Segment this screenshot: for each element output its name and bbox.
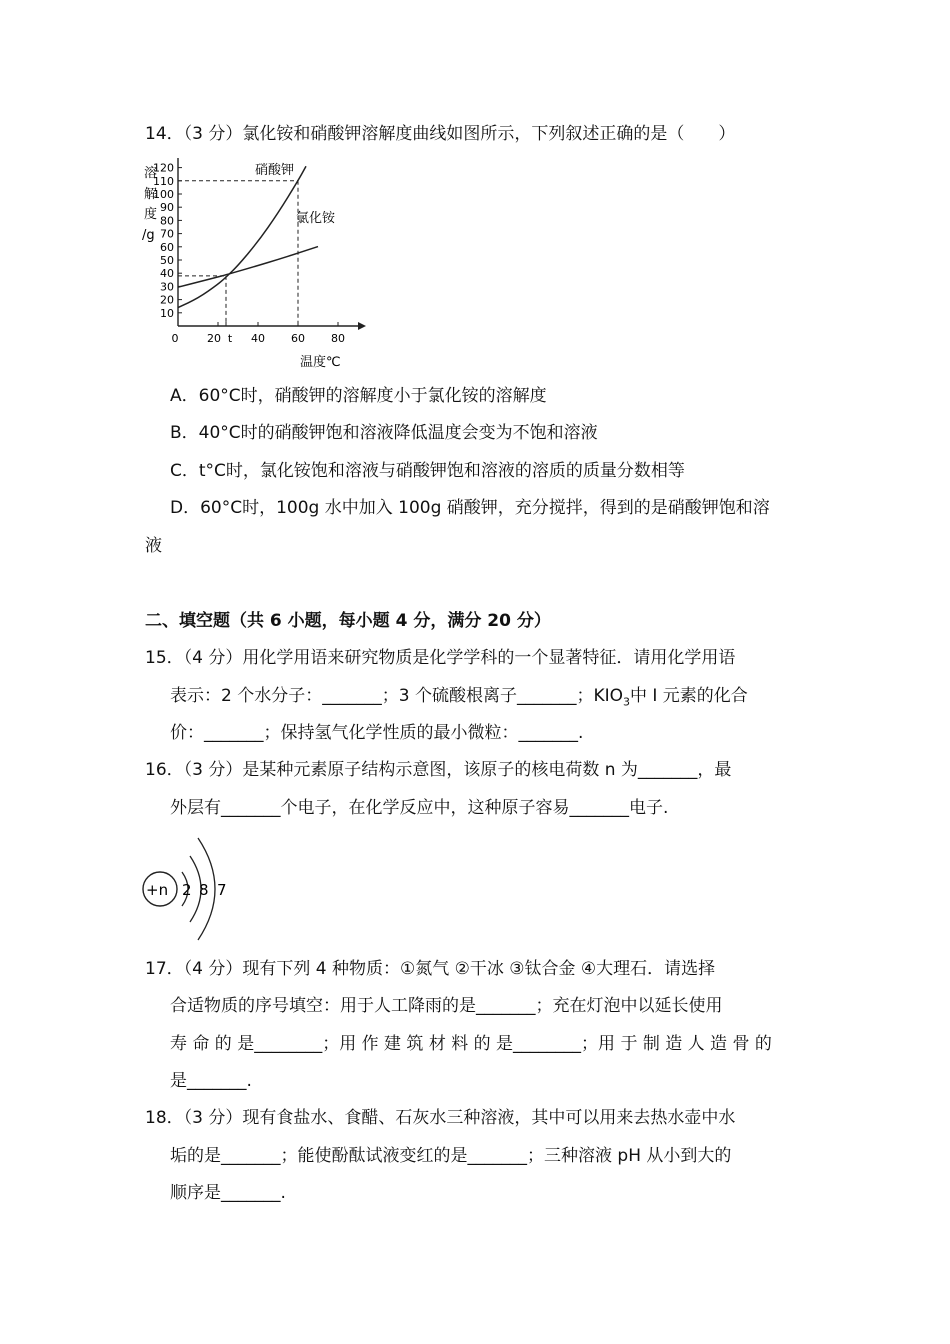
- q18-line3: 顺序是_______.: [170, 1183, 286, 1203]
- q17-line1: 17．（4 分）现有下列 4 种物质：①氮气 ②干冰 ③钛合金 ④大理石．请选择: [145, 959, 716, 979]
- x-tick-label: 0: [171, 332, 179, 345]
- dashed-guides: [178, 181, 298, 326]
- x-axis-arrow: [358, 322, 366, 330]
- x-tick-label: 60: [291, 332, 305, 345]
- x-axis-label: 温度℃: [300, 355, 341, 370]
- x-tick-label: t: [227, 332, 233, 345]
- x-tick-label: 20: [207, 332, 221, 345]
- y-tick-label: 80: [160, 214, 174, 228]
- axes: [174, 158, 366, 330]
- q14-option-a: A．60°C时，硝酸钾的溶解度小于氯化铵的溶解度: [170, 386, 547, 406]
- q17-line4: 是_______.: [170, 1071, 252, 1091]
- y-tick-label: 20: [160, 293, 174, 307]
- y-tick-label: 120: [153, 161, 174, 175]
- nucleus-label: +n: [146, 881, 169, 899]
- q14-option-d-cont: 液: [145, 536, 162, 556]
- y-tick-label: 90: [160, 201, 174, 215]
- q15-subscript: 3: [622, 695, 630, 709]
- q15-line1: 15．（4 分）用化学用语来研究物质是化学学科的一个显著特征．请用化学用语: [145, 648, 736, 668]
- q15-line2: [170, 685, 748, 713]
- solubility-chart: [138, 158, 378, 373]
- q17-line3: 寿 命 的 是________；用 作 建 筑 材 料 的 是________；用 于 制 造 人 造 骨 的: [170, 1034, 772, 1054]
- kno3-curve: [178, 166, 306, 307]
- ylabel-char-3: /g: [142, 228, 155, 243]
- y-tick-label: 70: [160, 227, 174, 241]
- shell-count-2: 8: [199, 881, 209, 899]
- y-tick-label: 110: [153, 174, 174, 188]
- ylabel-char-0: 溶: [144, 166, 158, 181]
- q18-line2: 垢的是_______；能使酚酞试液变红的是_______；三种溶液 pH 从小到大的: [170, 1146, 732, 1166]
- curves: [178, 166, 318, 307]
- shell-count-1: 2: [182, 881, 192, 899]
- series-label-nh4cl: 氯化铵: [296, 211, 336, 226]
- y-tick-label: 30: [160, 280, 174, 294]
- q18-line1: 18．（3 分）现有食盐水、食醋、石灰水三种溶液，其中可以用来去热水壶中水: [145, 1108, 736, 1128]
- atom-structure-diagram: [138, 830, 238, 950]
- q15-line2a: 表示：2 个水分子：_______；3 个硫酸根离子_______；KIO: [170, 686, 623, 706]
- q15-line2b: 中 I 元素的化合: [629, 686, 748, 706]
- y-tick-label: 40: [160, 267, 174, 281]
- ylabel-char-1: 解: [144, 187, 158, 202]
- shell-count-3: 7: [217, 881, 227, 899]
- q16-line1: 16．（3 分）是某种元素原子结构示意图，该原子的核电荷数 n 为_______，最: [145, 760, 732, 780]
- ylabel-char-2: 度: [144, 207, 158, 222]
- y-tick-label: 50: [160, 254, 174, 267]
- x-tick-label: 80: [331, 332, 345, 345]
- q14-option-b: B．40°C时的硝酸钾饱和溶液降低温度会变为不饱和溶液: [170, 423, 598, 443]
- q15-line3: 价：_______；保持氢气化学性质的最小微粒：_______.: [170, 723, 584, 743]
- q17-line2: 合适物质的序号填空：用于人工降雨的是_______；充在灯泡中以延长使用: [170, 996, 723, 1016]
- y-tick-label: 100: [153, 188, 174, 201]
- y-tick-label: 10: [160, 306, 174, 320]
- section-heading: 二、填空题（共 6 小题，每小题 4 分，满分 20 分）: [145, 611, 551, 631]
- series-label-kno3: 硝酸钾: [255, 163, 295, 178]
- q14-stem: 14．（3 分）氯化铵和硝酸钾溶解度曲线如图所示，下列叙述正确的是（ ）: [145, 124, 736, 144]
- q14-option-c: C．t°C时，氯化铵饱和溶液与硝酸钾饱和溶液的溶质的质量分数相等: [170, 461, 685, 481]
- q16-line2: 外层有_______个电子，在化学反应中，这种原子容易_______电子.: [170, 798, 669, 818]
- x-tick-label: 40: [251, 332, 265, 345]
- q14-option-d: D．60°C时，100g 水中加入 100g 硝酸钾，充分搅拌，得到的是硝酸钾饱和溶: [170, 498, 770, 518]
- y-tick-label: 60: [160, 240, 174, 254]
